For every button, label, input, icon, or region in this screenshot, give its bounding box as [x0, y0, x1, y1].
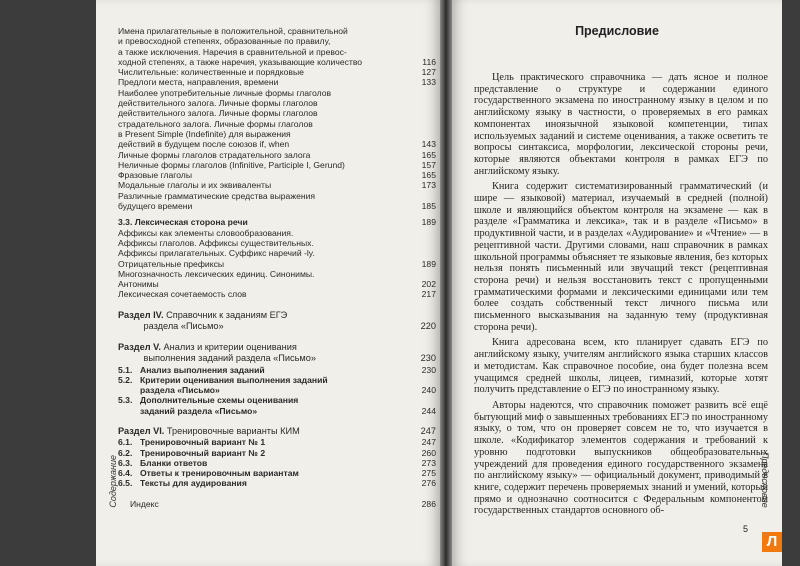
book-spine — [440, 0, 452, 566]
toc-entry — [118, 458, 436, 468]
toc-chapter — [118, 310, 436, 321]
paragraph: Книга содержит систематизированный грамматический (и шире — языковой) материал, изучаемый в средней (полной) школе и являющийся объектом контроля на экзамене — как в разделе «Грамматика и лексика», так и в разделе «Письмо» в продуктивной части, и в разделах «Аудирование» и «Чтение» — в рецептивной части. Другими словами, наш справочник в рамках школьной программы объясняет те языковые явления, без которых нельзя понять письменный или звучащий текст (рецептивная сторона речи) и нельзя восстановить текст с пропущенными грамматическими формами и лексическими единицами или тем более создать собственный текст личного письма или письменного высказывания на заданную тему (продуктивная сторона речи). — [474, 181, 768, 333]
toc-entry — [118, 406, 436, 416]
toc-entry-text: Раздел IV. Справочник к заданиям ЕГЭ — [118, 309, 288, 320]
toc-page-number: 247 — [420, 426, 436, 437]
toc-entry-text: Индекс — [118, 498, 159, 509]
toc-entry-text: 6.2. Тренировочный вариант № 2 — [118, 447, 266, 458]
toc-page-number: 133 — [421, 77, 436, 88]
toc-index — [118, 499, 436, 509]
toc-entry-text: раздела «Письмо» — [118, 320, 224, 331]
toc-entry-code: 5.2. — [118, 374, 133, 385]
toc-page-number: 217 — [421, 289, 436, 300]
toc-chapter — [118, 321, 436, 332]
toc-entry-text: 6.3. Бланки ответов — [118, 457, 208, 468]
toc-page-number: 189 — [421, 217, 436, 228]
toc-entry-text: Многозначность лексических единиц. Синонимы. — [118, 268, 315, 279]
publisher-logo: Л — [762, 532, 782, 552]
toc-entry-text: Раздел VI. Тренировочные варианты КИМ — [118, 426, 300, 437]
toc-entry-text: действительного залога. Личные формы глаголов — [118, 98, 318, 109]
toc-entry-text: будущего времени — [118, 201, 193, 212]
toc-page-number: 220 — [420, 320, 436, 331]
toc-page-number: 273 — [421, 457, 436, 468]
toc-entry-text: Лексическая сочетаемость слов — [118, 289, 247, 300]
toc-entry-code: 6.1. — [118, 437, 133, 448]
toc-entry — [118, 289, 436, 299]
toc-entry-text: Аффиксы прилагательных. Суффикс наречий -ly. — [118, 248, 315, 259]
left-side-label: Содержание — [108, 455, 118, 508]
right-page — [452, 0, 782, 566]
chapter-label: Раздел VI. — [118, 426, 167, 437]
table-of-contents — [118, 26, 436, 509]
toc-page-number: 230 — [421, 364, 436, 375]
toc-entry — [118, 36, 436, 46]
toc-entry — [118, 375, 436, 385]
toc-entry — [118, 259, 436, 269]
toc-entry-text: страдательного залога. Личные формы глаголов — [118, 118, 313, 129]
paragraph: Цель практического справочника — дать ясное и полное представление о структуре и содержании единого государственного экзамена по иностранному языку в целом и по английскому языку в частности, о проверяемых в его рамках компонентах иноязычной языковой компетенции, типах используемых заданий и системе оценивания, а также осветить те вопросы синтаксиса, морфологии, лексической стороны речи, которые являются объектами контроля в рамках ЕГЭ по английскому языку. — [474, 72, 768, 177]
toc-entry-text: выполнения заданий раздела «Письмо» — [118, 353, 316, 364]
toc-page-number: 230 — [420, 353, 436, 364]
toc-chapter — [118, 426, 436, 437]
toc-entry-text: Различные грамматические средства выражения — [118, 190, 316, 201]
toc-entry — [118, 139, 436, 149]
toc-entry-text: 5.2. Критерии оценивания выполнения заданий — [118, 374, 328, 385]
toc-entry-text: Раздел V. Анализ и критерии оценивания — [118, 342, 297, 353]
toc-page-number: 244 — [421, 405, 436, 416]
toc-entry — [118, 228, 436, 238]
toc-entry — [118, 150, 436, 160]
toc-entry — [118, 67, 436, 77]
toc-entry-text: Аффиксы как элементы словообразования. — [118, 227, 294, 238]
toc-page-number: 260 — [421, 447, 436, 458]
toc-entry — [118, 468, 436, 478]
chapter-label: Раздел IV. — [118, 309, 167, 320]
toc-entry-text: Модальные глаголы и их эквиваленты — [118, 180, 272, 191]
toc-entry — [118, 217, 436, 227]
toc-chapter — [118, 342, 436, 353]
toc-entry — [118, 395, 436, 405]
toc-page-number: 275 — [421, 468, 436, 479]
toc-entry — [118, 108, 436, 118]
toc-entry — [118, 170, 436, 180]
toc-page-number: 189 — [421, 258, 436, 269]
toc-entry — [118, 448, 436, 458]
toc-entry-text: 6.5. Тексты для аудирования — [118, 478, 247, 489]
paragraph: Авторы надеются, что справочник поможет развить всё ещё бытующий миф о завышенных требованиях ЕГЭ по иностранному языку, о том, что он проверяет совсем не то, что изучается в школе. «Кодификатор элементов содержания и требований к уровню подготовки выпускников общеобразовательных учреждений для проведения единого государственного экзамена по английскому языку» — официальный документ, приводимый в книге, содержит перечень проверяемых знаний и умений, который прямо и однозначно соотносится с Федеральным компонентом государственных стандартов основного об- — [474, 399, 768, 517]
toc-page-number: 165 — [421, 170, 436, 181]
toc-entry-text: заданий раздела «Письмо» — [140, 405, 258, 416]
toc-entry-text: 5.1. Анализ выполнения заданий — [118, 364, 265, 375]
toc-entry — [118, 238, 436, 248]
toc-entry — [118, 385, 436, 395]
toc-page-number: 157 — [421, 159, 436, 170]
toc-entry — [118, 57, 436, 67]
toc-entry — [118, 47, 436, 57]
right-side-label: Предисловие — [760, 452, 770, 508]
toc-entry-text: 6.4. Ответы к тренировочным вариантам — [118, 468, 299, 479]
toc-entry-text: в Present Simple (Indefinite) для выражения — [118, 128, 291, 139]
toc-entry-text: Неличные формы глаголов (Infinitive, Participle I, Gerund) — [118, 159, 345, 170]
toc-entry — [118, 248, 436, 258]
toc-entry — [118, 437, 436, 447]
toc-entry — [118, 160, 436, 170]
toc-entry-text: ходной степенях, а также наречия, указывающие количество — [118, 56, 363, 67]
toc-entry-text: Имена прилагательные в положительной, сравнительной — [118, 26, 348, 36]
toc-entry — [118, 26, 436, 36]
toc-entry — [118, 478, 436, 488]
toc-page-number: 173 — [421, 180, 436, 191]
toc-entry-text: 5.3. Дополнительные схемы оценивания — [118, 395, 299, 406]
toc-page-number: 185 — [421, 201, 436, 212]
toc-entry-text: Личные формы глаголов страдательного залога — [118, 149, 311, 160]
toc-entry — [118, 180, 436, 190]
toc-page-number: 143 — [421, 139, 436, 150]
toc-entry-code: 6.4. — [118, 468, 133, 479]
left-page — [96, 0, 440, 566]
toc-entry-text: действий в будущем после союзов if, when — [118, 139, 290, 150]
toc-entry-code: 6.5. — [118, 478, 133, 489]
toc-page-number: 247 — [421, 437, 436, 448]
toc-entry-text: Отрицательные префиксы — [118, 258, 225, 269]
toc-entry-code: 5.1. — [118, 364, 133, 375]
page-number: 5 — [743, 524, 749, 534]
toc-entry — [118, 201, 436, 211]
toc-entry-text: и превосходной степенях, образованные по правилу, — [118, 36, 331, 47]
preface-body — [474, 72, 768, 521]
toc-entry — [118, 129, 436, 139]
toc-entry-text: Наиболее употребительные личные формы глаголов — [118, 87, 332, 98]
toc-page-number: 127 — [421, 67, 436, 78]
toc-page-number: 202 — [421, 279, 436, 290]
toc-page-number: 240 — [421, 385, 436, 396]
toc-entry-text: Фразовые глаголы — [118, 170, 192, 181]
toc-entry — [118, 191, 436, 201]
toc-entry — [118, 88, 436, 98]
toc-chapter — [118, 353, 436, 364]
toc-entry-text: Предлоги места, направления, времени — [118, 77, 279, 88]
toc-page-number: 286 — [421, 498, 436, 509]
toc-entry — [118, 98, 436, 108]
toc-entry — [118, 365, 436, 375]
toc-entry — [118, 269, 436, 279]
toc-entry-text: Числительные: количественные и порядковые — [118, 67, 304, 78]
toc-entry-text: действительного залога. Личные формы глаголов — [118, 108, 318, 119]
page-title: Предисловие — [575, 24, 659, 38]
toc-page-number: 165 — [421, 149, 436, 160]
toc-entry-text: раздела «Письмо» — [140, 385, 220, 396]
toc-entry-text: 3.3. Лексическая сторона речи — [118, 217, 248, 228]
toc-entry-text: Антонимы — [118, 279, 159, 290]
toc-entry-text: Аффиксы глаголов. Аффиксы существительных. — [118, 237, 314, 248]
chapter-label: Раздел V. — [118, 342, 164, 353]
toc-page-number: 116 — [422, 56, 436, 67]
paragraph: Книга адресована всем, кто планирует сдавать ЕГЭ по английскому языку, учителям английского языка старших классов и методистам. Как справочное пособие, она будет полезна всем учащимся средней школы, лицеев, гимназий, которые хотят получить представление о ЕГЭ по иностранному языку. — [474, 337, 768, 396]
toc-entry — [118, 77, 436, 87]
toc-entry-code: 6.3. — [118, 457, 133, 468]
toc-entry — [118, 279, 436, 289]
toc-page-number: 276 — [421, 478, 436, 489]
toc-entry-code: 5.3. — [118, 395, 133, 406]
toc-entry-code: 6.2. — [118, 447, 133, 458]
toc-entry-text: 6.1. Тренировочный вариант № 1 — [118, 437, 266, 448]
toc-entry-text: а также исключения. Наречия в сравнительной и превос- — [118, 46, 347, 57]
toc-entry — [118, 119, 436, 129]
